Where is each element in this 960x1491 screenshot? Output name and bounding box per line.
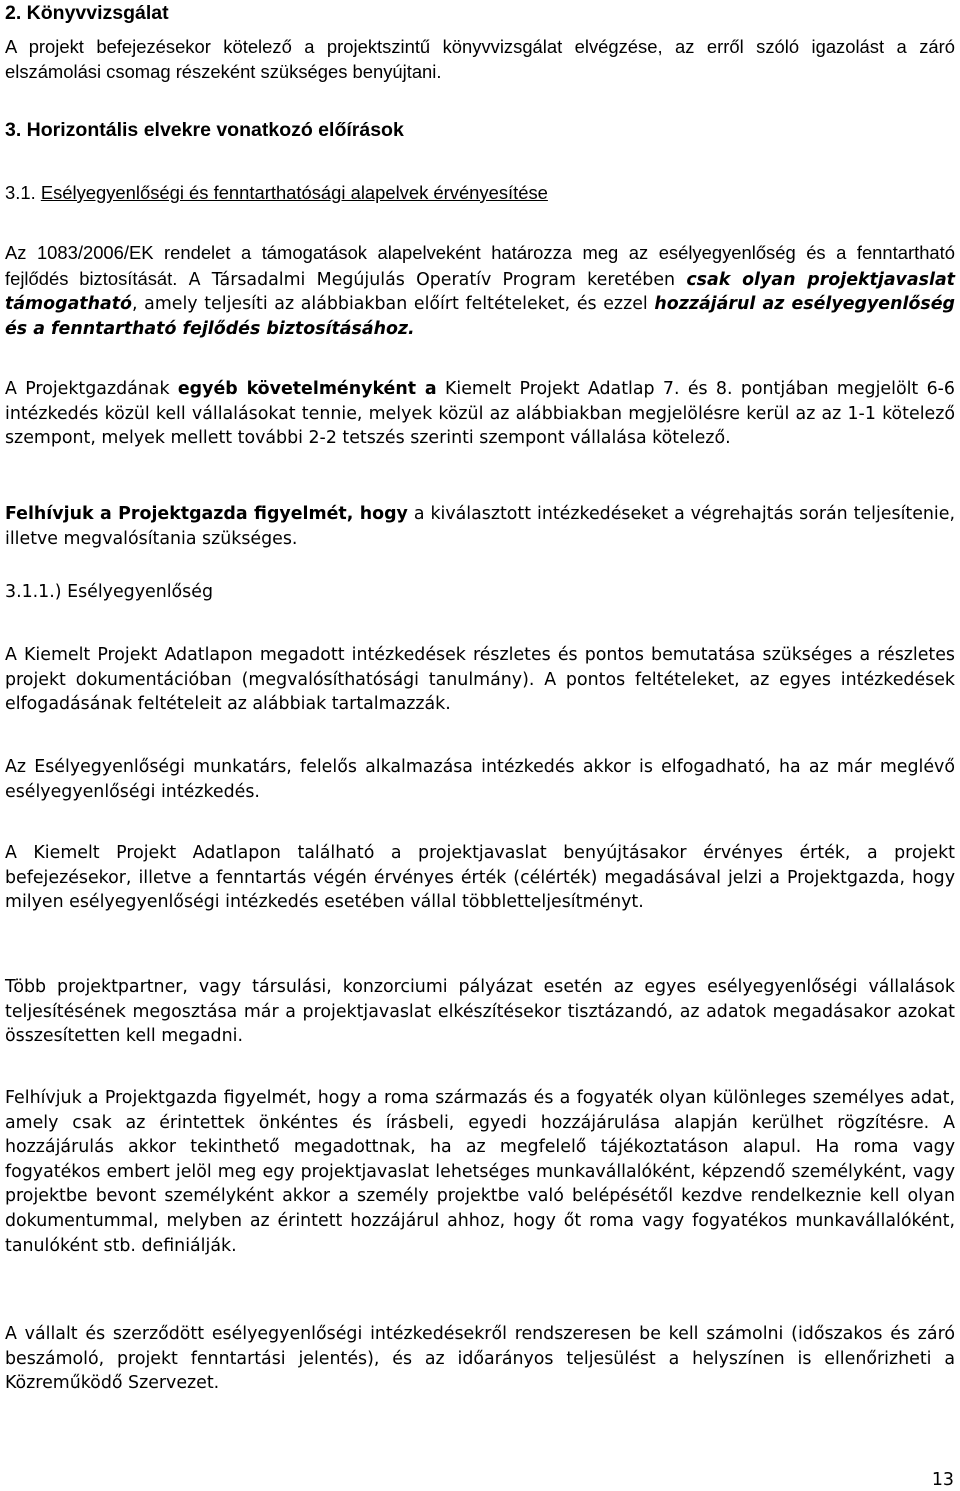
page-number: 13 [931, 1470, 954, 1490]
section-3-1-attention [5, 502, 955, 551]
requirements-lead: A Projektgazdának [5, 379, 178, 399]
intro-emphasis-2: hozzájárul az esélyegyenlőség és a fenntartható fejlődés biztosításához. [5, 294, 955, 339]
paragraph: A Kiemelt Projekt Adatlapon megadott intézkedések részletes és pontos bemutatása szükséges a részletes projekt dokumentációban (megvalósíthatósági tanulmány). A pontos feltételeket, az egyes intézkedések elfogadásának feltételeit az alábbiak tartalmazzák. [5, 645, 955, 715]
paragraph: Az Esélyegyenlőségi munkatárs, felelős alkalmazása intézkedés akkor is elfogadható, ha az már meglévő esélyegyenlőségi intézkedés. [5, 757, 955, 802]
intro-program-text: A Társadalmi Megújulás Operatív Program keretében [177, 269, 687, 290]
intro-condition-text: , amely teljesíti az alábbiakban előírt feltételeket, és ezzel [132, 294, 655, 315]
paragraph: Több projektpartner, vagy társulási, konzorciumi pályázat esetén az egyes esélyegyenlőségi vállalások teljesítésének megosztása már a projektjavaslat elkészítésekor tisztázandó, az adatok megadásakor azokat összesítetten kell megadni. [5, 977, 955, 1047]
paragraph: Felhívjuk a Projektgazda figyelmét, hogy a roma származás és a fogyaték olyan különleges személyes adat, amely csak az érintettek önkéntes és írásbeli, egyedi hozzájárulása alapján kerülhet rögzítésre. A hozzájárulás akkor tekinthető megadottnak, ha az megfelelő tájékoztatáson alapul. Ha roma vagy fogyatékos embert jelöl meg egy projektjavaslat lehetséges munkavállalóként, képzendő személyként, vagy projektbe bevont személyként akkor a személy projektbe való belépésétől kezdve rendelkeznie kell olyan dokumentummal, melyben az érintett hozzájárul ahhoz, hogy őt roma vagy fogyatékos munkavállalóként, tanulóként stb. definiálják. [5, 1088, 955, 1256]
section-3-1-title: Esélyegyenlőségi és fenntarthatósági alapelvek érvényesítése [40, 182, 548, 203]
section-3-heading: 3. Horizontális elvekre vonatkozó előírások [5, 119, 404, 141]
section-3-1-number: 3.1. [5, 182, 36, 203]
paragraph: A vállalt és szerződött esélyegyenlőségi intézkedésekről rendszeresen be kell számolni (időszakos és záró beszámoló, projekt fenntartási jelentés), és az időarányos teljesülést a helyszínen is ellenőrizheti a Közreműködő Szervezet. [5, 1324, 955, 1394]
intro-regulation-text: Az 1083/2006/EK rendelet a támogatások alapelveként határozza meg az esélyegyenlőség és a fenntartható fejlődés biztosítását. [5, 242, 955, 289]
section-3-1-intro [5, 241, 955, 341]
intro-emphasis-1: csak olyan projektjavaslat támogatható [5, 269, 955, 315]
section-2-text: A projekt befejezésekor kötelező a projektszintű könyvvizsgálat elvégzése, az erről szóló igazolást a záró elszámolási csomag részeként szükséges benyújtani. [5, 36, 955, 82]
paragraph: A Kiemelt Projekt Adatlapon található a projektjavaslat benyújtásakor érvényes érték, a projekt befejezésekor, illetve a fenntartás végén érvényes érték (célérték) megadásával jelzi a Projektgazda, hogy milyen esélyegyenlőségi intézkedés esetében vállal többletteljesítményt. [5, 843, 955, 913]
section-2-heading: 2. Könyvvizsgálat [5, 2, 169, 24]
section-3-1-1-heading: 3.1.1.) Esélyegyenlőség [5, 582, 213, 602]
attention-emphasis: Felhívjuk a Projektgazda figyelmét, hogy [5, 504, 408, 524]
attention-text: a kiválasztott intézkedéseket a végrehajtás során teljesítenie, illetve megvalósítania szükséges. [5, 504, 955, 549]
requirements-emphasis: egyéb követelményként a [177, 379, 437, 399]
requirements-text: Kiemelt Projekt Adatlap 7. és 8. pontjában megjelölt 6-6 intézkedés közül kell vállalásokat tennie, melyek közül az alábbiakban megjelölésre kerül az az 1-1 kötelező szempont, melyek mellett további 2-2 tetszés szerinti szempont vállalása kötelező. [5, 379, 956, 449]
section-3-1-requirements [5, 377, 955, 451]
section-3-1-heading [5, 181, 955, 206]
